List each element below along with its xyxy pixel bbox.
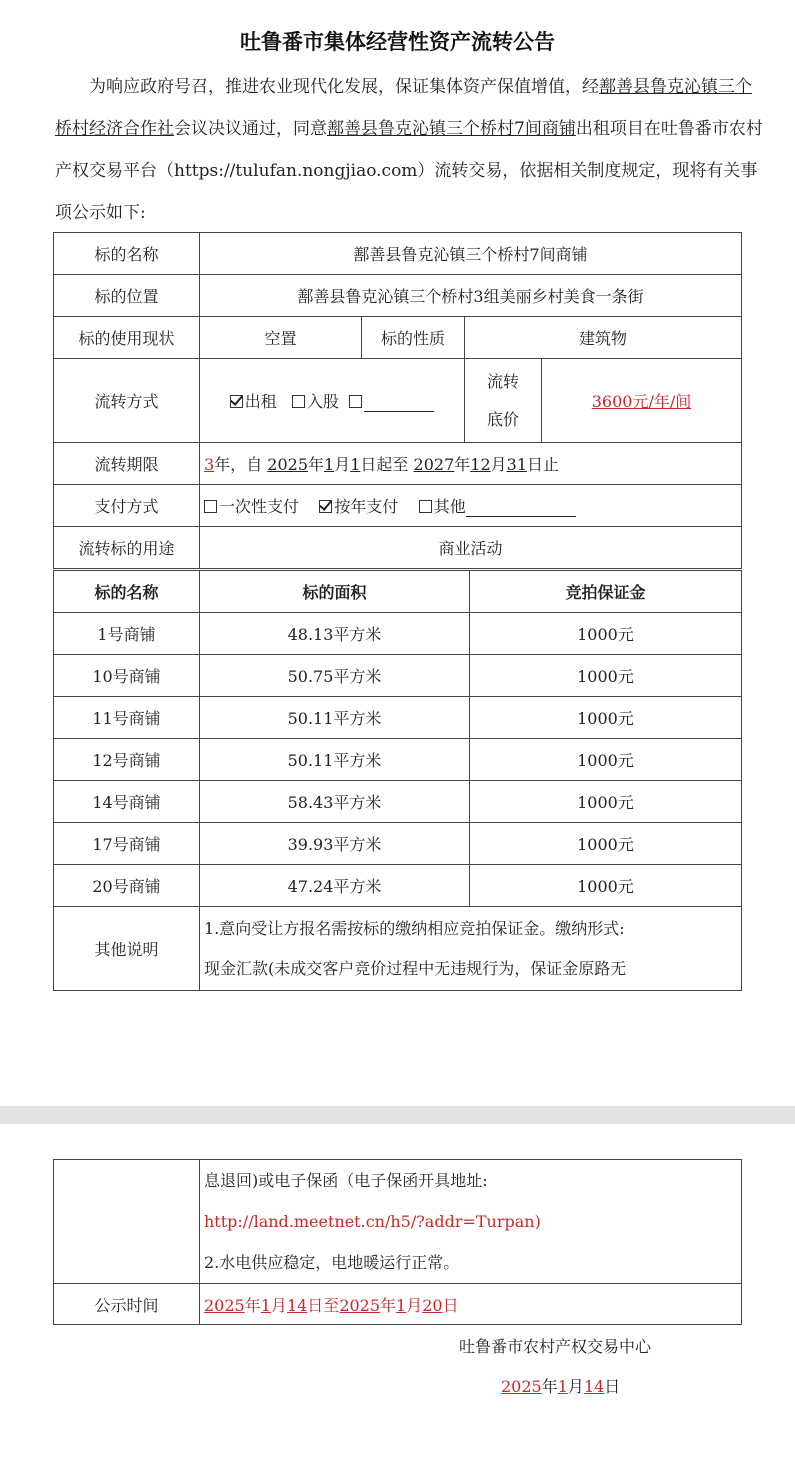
table-row: 20号商铺 47.24平方米 1000元	[54, 865, 742, 907]
period-label: 流转期限	[54, 443, 200, 485]
table-row: 1号商铺 48.13平方米 1000元	[54, 613, 742, 655]
footer-org: 吐鲁番市农村产权交易中心	[459, 1337, 652, 1356]
project-name: 鄯善县鲁克沁镇三个桥村7间商铺	[327, 119, 576, 139]
checkbox-icon	[204, 500, 217, 513]
status-label: 标的使用现状	[54, 317, 200, 359]
location-value: 鄯善县鲁克沁镇三个桥村3组美丽乡村美食一条街	[200, 275, 742, 317]
checkbox-checked-icon	[319, 500, 332, 513]
publicity-value: 2025年1月14日至2025年1月20日	[200, 1284, 742, 1325]
table-row: 14号商铺 58.43平方米 1000元	[54, 781, 742, 823]
status-value: 空置	[200, 317, 362, 359]
info-table	[53, 232, 742, 569]
table-row: 12号商铺 50.11平方米 1000元	[54, 739, 742, 781]
page-separator	[0, 1106, 795, 1124]
publicity-label: 公示时间	[54, 1284, 200, 1325]
name-value: 鄯善县鲁克沁镇三个桥村7间商铺	[200, 233, 742, 275]
shops-table	[53, 570, 742, 991]
header-area: 标的面积	[200, 571, 470, 613]
price-label: 流转 底价	[465, 359, 542, 443]
nature-label: 标的性质	[362, 317, 465, 359]
page-title: 吐鲁番市集体经营性资产流转公告	[240, 30, 555, 54]
shops-header-row	[54, 571, 742, 613]
method-options: 出租 入股	[200, 359, 465, 443]
name-label: 标的名称	[54, 233, 200, 275]
table-row: 17号商铺 39.93平方米 1000元	[54, 823, 742, 865]
checkbox-checked-icon	[230, 395, 243, 408]
notes-text-continued: 息退回)或电子保函（电子保函开具地址: http://land.meetnet.cn/h5/?addr=Turpan) 2.水电供应稳定，电地暖运行正常。	[200, 1160, 742, 1284]
notes-label: 其他说明	[54, 907, 200, 991]
document-page-2	[0, 1124, 795, 1460]
guarantee-link[interactable]: http://land.meetnet.cn/h5/?addr=Turpan)	[204, 1212, 541, 1231]
table-row: 10号商铺 50.75平方米 1000元	[54, 655, 742, 697]
price-value: 3600元/年/间	[542, 359, 742, 443]
header-deposit: 竞拍保证金	[470, 571, 742, 613]
org-name: 鄯善县鲁克沁镇三个桥村经济合作社	[55, 77, 752, 139]
payment-label: 支付方式	[54, 485, 200, 527]
checkbox-icon	[419, 500, 432, 513]
header-name: 标的名称	[54, 571, 200, 613]
use-value: 商业活动	[200, 527, 742, 569]
nature-value: 建筑物	[465, 317, 742, 359]
payment-options: 一次性支付 按年支付 其他	[200, 485, 742, 527]
blank-line	[466, 500, 576, 517]
checkbox-icon	[292, 395, 305, 408]
location-label: 标的位置	[54, 275, 200, 317]
method-label: 流转方式	[54, 359, 200, 443]
period-value: 3年，自 2025年1月1日起至 2027年12月31日止	[200, 443, 742, 485]
footer-date: 2025年1月14日	[501, 1377, 621, 1396]
continued-table	[53, 1159, 742, 1325]
notes-label-continued	[54, 1160, 200, 1284]
blank-line	[364, 395, 434, 412]
checkbox-icon	[349, 395, 362, 408]
use-label: 流转标的用途	[54, 527, 200, 569]
intro-paragraph: 为响应政府号召，推进农业现代化发展，保证集体资产保值增值，经鄯善县鲁克沁镇三个桥村经济合作社会议决议通过，同意鄯善县鲁克沁镇三个桥村7间商铺出租项目在吐鲁番市农村产权交易平台（https://tulufan.nongjiao.com）流转交易，依据相关制度规定，现将有关事项公示如下:	[55, 77, 763, 223]
notes-text: 1.意向受让方报名需按标的缴纳相应竞拍保证金。缴纳形式: 现金汇款(未成交客户竞价过程中无违规行为，保证金原路无	[200, 907, 742, 991]
table-row: 11号商铺 50.11平方米 1000元	[54, 697, 742, 739]
